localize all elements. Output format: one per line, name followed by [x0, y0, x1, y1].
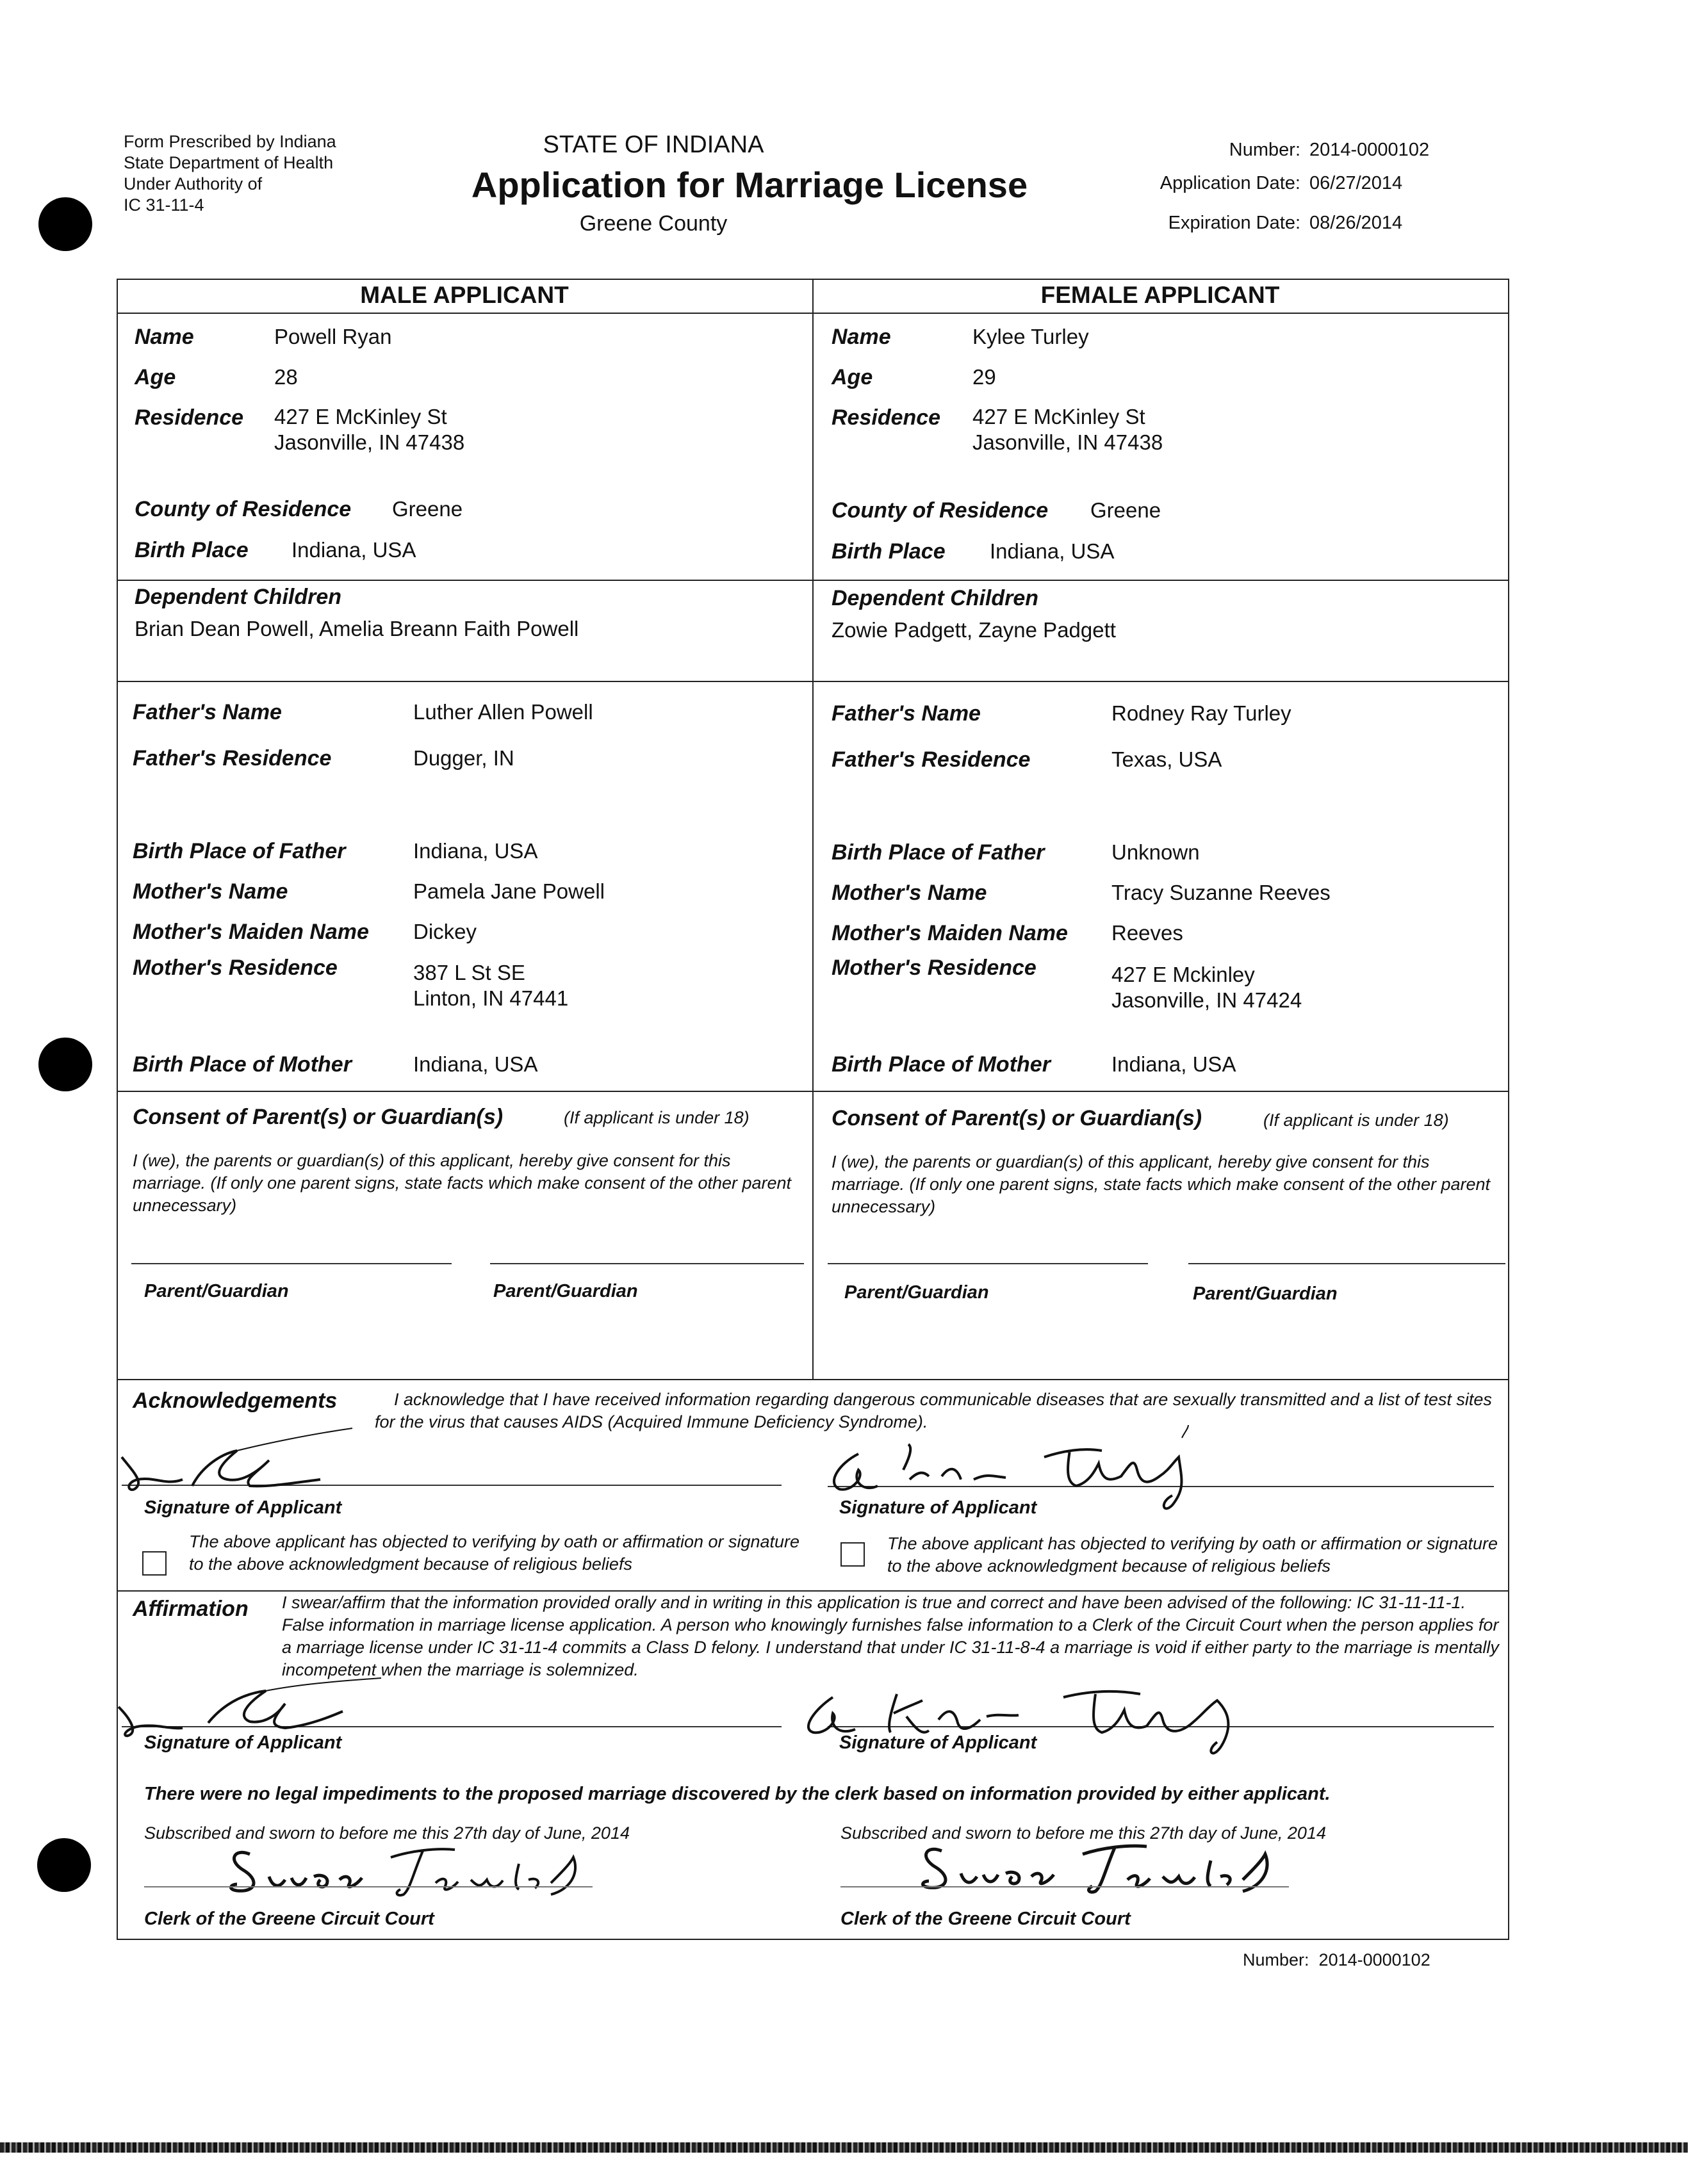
- female-age: 29: [972, 365, 996, 389]
- male-mother-maiden-label: Mother's Maiden Name: [133, 920, 369, 944]
- rule: [117, 313, 1508, 314]
- male-consent-text: I (we), the parents or guardian(s) of this applicant, hereby give consent for this marriage. (If only one parent signs, state facts which make consent of the other parent unnecessary): [133, 1151, 792, 1215]
- authority-line: Form Prescribed by Indiana: [124, 132, 336, 151]
- male-residence-line2: Jasonville, IN 47438: [274, 430, 465, 454]
- male-father-name-label: Father's Name: [133, 700, 282, 724]
- male-county: Greene: [392, 497, 463, 521]
- footer-number-value: 2014-0000102: [1318, 1950, 1430, 1969]
- punch-hole-top: [38, 197, 92, 251]
- female-birthplace-label: Birth Place: [832, 539, 946, 564]
- male-residence-label: Residence: [135, 405, 244, 430]
- scan-edge-strip: [0, 2142, 1688, 2153]
- female-parent-signature-line-1: [828, 1263, 1148, 1264]
- male-age: 28: [274, 365, 298, 389]
- male-mother-birthplace: Indiana, USA: [413, 1052, 538, 1076]
- male-applicant-heading: MALE APPLICANT: [360, 282, 569, 308]
- column-divider: [812, 279, 814, 1380]
- female-residence-line2: Jasonville, IN 47438: [972, 430, 1163, 454]
- female-father-birthplace: Unknown: [1111, 840, 1200, 864]
- female-clerk-signature: [910, 1832, 1281, 1902]
- application-date: 06/27/2014: [1309, 173, 1403, 193]
- female-father-residence: Texas, USA: [1111, 747, 1222, 771]
- female-applicant-heading: FEMALE APPLICANT: [1040, 282, 1280, 308]
- expiration-date: 08/26/2014: [1309, 213, 1403, 233]
- affirmation-title: Affirmation: [133, 1597, 249, 1621]
- male-parent-signature-line-2: [490, 1263, 804, 1264]
- male-children: Brian Dean Powell, Amelia Breann Faith Powell: [135, 617, 579, 640]
- male-age-label: Age: [135, 365, 176, 389]
- male-mother-name-label: Mother's Name: [133, 879, 288, 904]
- female-father-residence-label: Father's Residence: [832, 747, 1031, 772]
- male-ack-signature-label: Signature of Applicant: [144, 1497, 342, 1518]
- female-mother-residence-label: Mother's Residence: [832, 956, 1037, 980]
- male-clerk-signature-line: [144, 1886, 593, 1887]
- county-name: Greene County: [579, 211, 728, 236]
- male-mother-residence-line1: 387 L St SE: [413, 961, 525, 984]
- female-religious-objection-checkbox[interactable]: [840, 1542, 865, 1567]
- rule: [117, 1379, 1508, 1380]
- male-parent-guardian-label-1: Parent/Guardian: [144, 1281, 289, 1301]
- female-children: Zowie Padgett, Zayne Padgett: [832, 618, 1116, 642]
- male-father-birthplace-label: Birth Place of Father: [133, 839, 346, 863]
- female-mother-maiden-label: Mother's Maiden Name: [832, 921, 1068, 945]
- punch-hole-middle: [38, 1038, 92, 1091]
- female-mother-name: Tracy Suzanne Reeves: [1111, 881, 1331, 904]
- male-affirm-signature-label: Signature of Applicant: [144, 1732, 342, 1753]
- male-mother-residence-line2: Linton, IN 47441: [413, 986, 569, 1010]
- female-mother-residence-line2: Jasonville, IN 47424: [1111, 988, 1302, 1012]
- female-consent-note: (If applicant is under 18): [1263, 1111, 1449, 1130]
- application-date-row: Application Date: 06/27/2014: [1159, 173, 1403, 193]
- authority-line: Under Authority of: [124, 174, 263, 193]
- male-parent-guardian-label-2: Parent/Guardian: [493, 1281, 638, 1301]
- no-impediments-statement: There were no legal impediments to the proposed marriage discovered by the clerk based on information provided by either applicant.: [144, 1784, 1331, 1804]
- male-name-label: Name: [135, 325, 194, 349]
- male-mother-name: Pamela Jane Powell: [413, 879, 605, 903]
- rule: [117, 681, 1508, 682]
- female-county-label: County of Residence: [832, 498, 1049, 523]
- female-father-name-label: Father's Name: [832, 701, 981, 726]
- female-clerk-label: Clerk of the Greene Circuit Court: [840, 1909, 1131, 1929]
- female-father-birthplace-label: Birth Place of Father: [832, 840, 1045, 865]
- female-parent-signature-line-2: [1188, 1263, 1505, 1264]
- female-residence-line1: 427 E McKinley St: [972, 405, 1145, 428]
- rule: [117, 1091, 1508, 1092]
- female-ack-signature-label: Signature of Applicant: [839, 1497, 1037, 1518]
- female-subscribed-text: Subscribed and sworn to before me this 27th day of June, 2014: [840, 1823, 1326, 1843]
- male-religious-objection-text: The above applicant has objected to verifying by oath or affirmation or signature to the above acknowledgment because of religious beliefs: [189, 1532, 800, 1574]
- male-father-residence: Dugger, IN: [413, 746, 514, 770]
- female-county: Greene: [1090, 498, 1161, 522]
- female-consent-title: Consent of Parent(s) or Guardian(s): [832, 1106, 1202, 1130]
- acknowledgements-title: Acknowledgements: [133, 1389, 338, 1413]
- license-number: 2014-0000102: [1309, 140, 1430, 160]
- male-religious-objection-checkbox[interactable]: [142, 1551, 167, 1576]
- female-mother-name-label: Mother's Name: [832, 881, 987, 905]
- female-birthplace: Indiana, USA: [990, 539, 1115, 563]
- male-father-birthplace: Indiana, USA: [413, 839, 538, 863]
- female-residence-label: Residence: [832, 405, 941, 430]
- male-subscribed-text: Subscribed and sworn to before me this 27th day of June, 2014: [144, 1823, 630, 1843]
- male-consent-title: Consent of Parent(s) or Guardian(s): [133, 1105, 504, 1129]
- male-father-residence-label: Father's Residence: [133, 746, 332, 770]
- female-children-label: Dependent Children: [832, 586, 1039, 610]
- female-affirm-signature-label: Signature of Applicant: [839, 1732, 1037, 1753]
- male-birthplace-label: Birth Place: [135, 538, 249, 562]
- expiration-date-row: Expiration Date: 08/26/2014: [1168, 213, 1403, 233]
- male-consent-note: (If applicant is under 18): [564, 1108, 750, 1127]
- male-residence-line1: 427 E McKinley St: [274, 405, 447, 428]
- female-mother-birthplace: Indiana, USA: [1111, 1052, 1236, 1076]
- female-age-label: Age: [832, 365, 873, 389]
- male-clerk-signature: [218, 1838, 589, 1902]
- authority-line: State Department of Health: [124, 153, 334, 172]
- female-religious-objection-text: The above applicant has objected to verifying by oath or affirmation or signature to the above acknowledgment because of religious beliefs: [887, 1534, 1498, 1576]
- acknowledgements-text: I acknowledge that I have received information regarding dangerous communicable diseases that are sexually transmitted and a list of test sites for the virus that causes AIDS (Acquired Immune Deficiency Syndrome).: [375, 1390, 1492, 1431]
- female-parent-guardian-label-2: Parent/Guardian: [1193, 1284, 1338, 1304]
- male-ack-signature: [115, 1415, 359, 1499]
- male-children-label: Dependent Children: [135, 585, 342, 609]
- footer-number: Number: 2014-0000102: [1243, 1950, 1430, 1969]
- female-mother-residence-line1: 427 E Mckinley: [1111, 963, 1255, 986]
- male-name: Powell Ryan: [274, 325, 392, 348]
- male-birthplace: Indiana, USA: [291, 538, 416, 562]
- form-authority: [124, 131, 336, 216]
- male-affirm-signature: [112, 1672, 394, 1742]
- authority-line: IC 31-11-4: [124, 195, 204, 215]
- affirmation-text: I swear/affirm that the information provided orally and in writing in this application is true and correct and have been advised of the following: IC 31-11-11-1. False information in marriage license application. A person who knowingly furnishes false information to a Clerk of the Circuit Court when the person applies for a marriage license under IC 31-11-4 commits a Class D felony. I understand that under IC 31-11-8-4 a marriage is void if either party to the marriage is mentally incompetent when the marriage is solemnized.: [282, 1593, 1499, 1679]
- female-consent-text: I (we), the parents or guardian(s) of this applicant, hereby give consent for this marriage. (If only one parent signs, state facts which make consent of the other parent unnecessary): [832, 1152, 1491, 1216]
- male-county-label: County of Residence: [135, 497, 352, 521]
- form-title: Application for Marriage License: [471, 165, 1028, 205]
- female-parent-guardian-label-1: Parent/Guardian: [844, 1282, 989, 1303]
- female-father-name: Rodney Ray Turley: [1111, 701, 1291, 725]
- male-mother-residence-label: Mother's Residence: [133, 956, 338, 980]
- rule: [117, 580, 1508, 581]
- female-name: Kylee Turley: [972, 325, 1089, 348]
- punch-hole-bottom: [37, 1838, 91, 1892]
- female-name-label: Name: [832, 325, 891, 349]
- state-name: STATE OF INDIANA: [543, 131, 764, 158]
- male-clerk-label: Clerk of the Greene Circuit Court: [144, 1909, 434, 1929]
- female-mother-birthplace-label: Birth Place of Mother: [832, 1052, 1051, 1077]
- male-father-name: Luther Allen Powell: [413, 700, 593, 724]
- number-row: Number: 2014-0000102: [1229, 140, 1430, 160]
- female-clerk-signature-line: [840, 1886, 1289, 1887]
- female-mother-maiden: Reeves: [1111, 921, 1183, 945]
- male-mother-birthplace-label: Birth Place of Mother: [133, 1052, 352, 1077]
- male-mother-maiden: Dickey: [413, 920, 477, 943]
- male-parent-signature-line-1: [131, 1263, 452, 1264]
